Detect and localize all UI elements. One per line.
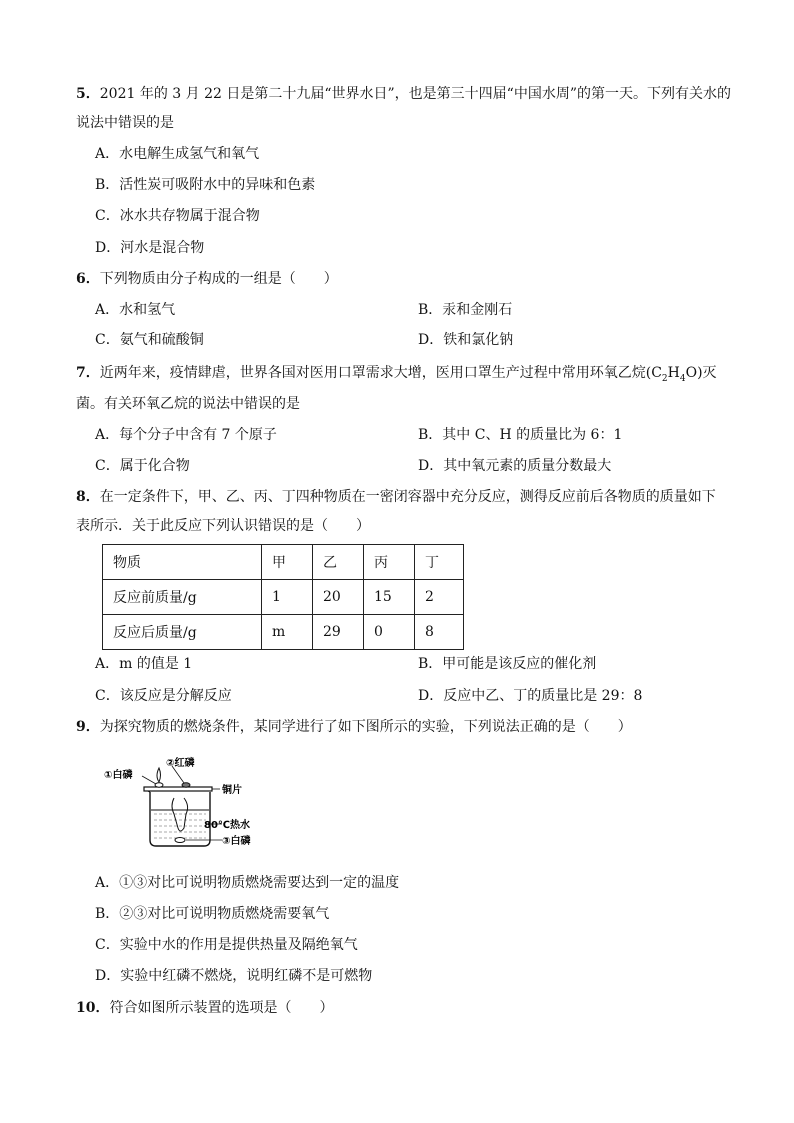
table-cell: 物质 [103,545,262,580]
question-7-option-d: D．其中氧元素的质量分数最大 [418,458,612,474]
question-8-stem-line2: 表所示．关于此反应下列认识错误的是（ ） [76,518,370,534]
table-cell: 2 [415,580,464,615]
question-5-option-a: A．水电解生成氢气和氧气 [95,146,260,162]
table-cell: 甲 [262,545,313,580]
question-7-stem-line2: 菌。有关环氧乙烷的说法中错误的是 [76,396,300,412]
table-row [103,545,464,580]
mass-table [102,544,464,650]
question-9-option-c: C．实验中水的作用是提供热量及隔绝氧气 [95,937,358,953]
question-7-stem-line1: 7．近两年来，疫情肆虐，世界各国对医用口罩需求大增，医用口罩生产过程中常用环氧乙烷$(C_2H_4O)$灭 [76,365,717,384]
question-10-number: 10． [76,1000,110,1016]
table-cell: m [262,615,313,650]
question-5-option-d: D．河水是混合物 [95,240,205,256]
table-cell: 反应前质量/g [103,580,262,615]
table-cell: 20 [313,580,364,615]
question-6-option-c: C．氨气和硫酸铜 [95,332,204,348]
question-6-option-b: B．汞和金刚石 [418,302,513,318]
question-5-number: 5． [76,86,100,102]
question-8-option-c: C．该反应是分解反应 [95,688,232,704]
table-cell: 29 [313,615,364,650]
question-7-option-b: B．其中 C、H 的质量比为 6：1 [418,427,623,443]
question-9-option-b: B．②③对比可说明物质燃烧需要氧气 [95,906,330,922]
figure-label-white-phosphorus-1: ①白磷 [104,770,133,781]
figure-label-red-phosphorus: ②红磷 [166,758,195,769]
question-8-number: 8． [76,489,100,505]
question-6-number: 6． [76,271,100,287]
table-row [103,580,464,615]
question-10-stem: 10．符合如图所示装置的选项是（ ） [76,1000,334,1016]
question-8-option-a: A．m 的值是 1 [95,656,193,672]
table-cell: 乙 [313,545,364,580]
question-5-option-b: B．活性炭可吸附水中的异味和色素 [95,177,316,193]
table-cell: 15 [364,580,415,615]
question-6-option-d: D．铁和氯化钠 [418,332,514,348]
question-9-option-a: A．①③对比可说明物质燃烧需要达到一定的温度 [95,875,400,891]
figure-label-copper-plate: 铜片 [222,785,242,796]
question-9-option-d: D．实验中红磷不燃烧，说明红磷不是可燃物 [95,968,373,984]
table-cell: 0 [364,615,415,650]
table-row [103,615,464,650]
question-7-option-c: C．属于化合物 [95,458,190,474]
table-cell: 反应后质量/g [103,615,262,650]
question-8-option-b: B．甲可能是该反应的催化剂 [418,656,597,672]
figure-label-white-phosphorus-3: ③白磷 [222,836,251,847]
question-6-stem: 6．下列物质由分子构成的一组是（ ） [76,271,338,287]
question-6-option-a: A．水和氢气 [95,302,176,318]
table-cell: 丙 [364,545,415,580]
question-9-number: 9． [76,719,100,735]
question-5-stem-line2: 说法中错误的是 [76,115,174,131]
question-7-option-a: A．每个分子中含有 7 个原子 [95,427,277,443]
table-cell: 1 [262,580,313,615]
combustion-experiment-figure [104,754,264,854]
question-8-stem-line1: 8．在一定条件下，甲、乙、丙、丁四种物质在一密闭容器中充分反应，测得反应前后各物质的质量如下 [76,489,716,505]
question-7-number: 7． [76,365,100,381]
table-cell: 8 [415,615,464,650]
question-5-stem-line1: 5．2021 年的 3 月 22 日是第二十九届“世界水日”，也是第三十四届“中国水周”的第一天。下列有关水的 [76,86,731,102]
question-5-option-c: C．冰水共存物属于混合物 [95,208,260,224]
figure-label-hot-water: 80℃热水 [204,820,251,831]
table-cell: 丁 [415,545,464,580]
question-9-stem: 9．为探究物质的燃烧条件，某同学进行了如下图所示的实验，下列说法正确的是（ ） [76,719,632,735]
question-8-option-d: D．反应中乙、丁的质量比是 29：8 [418,688,643,704]
